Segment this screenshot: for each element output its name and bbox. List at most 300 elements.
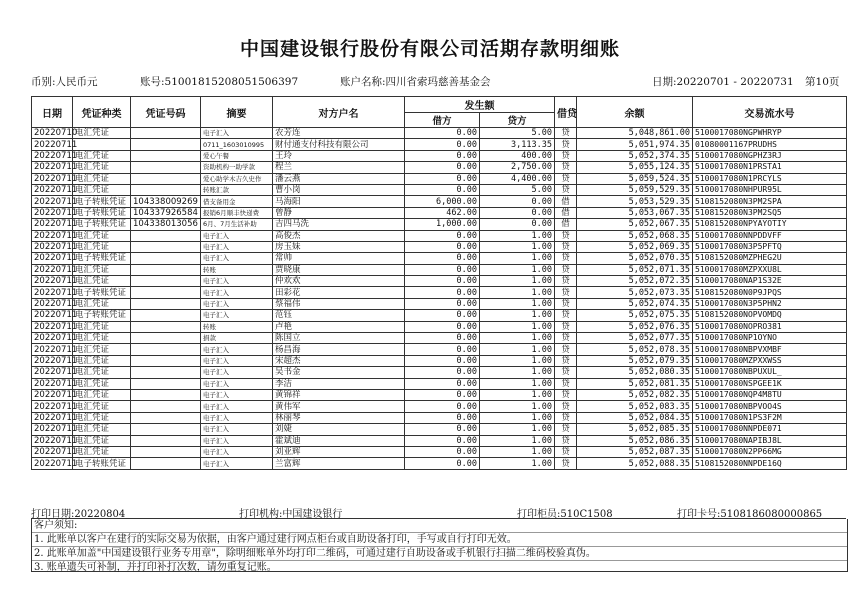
page-number: 第10页 (805, 76, 840, 88)
cell-voucher-no (131, 276, 201, 287)
cell-serial: 5100017080N1PRCYLS (693, 173, 847, 184)
cell-memo: 电子汇入 (201, 446, 273, 457)
cell-memo: 电子汇入 (201, 310, 273, 321)
cell-debit-credit: 贷 (555, 355, 577, 366)
cell-credit: 1.00 (480, 276, 555, 287)
cell-credit: 1.00 (480, 310, 555, 321)
cell-balance: 5,052,078.35 (577, 344, 693, 355)
cell-debit: 0.00 (405, 241, 480, 252)
cell-debit: 0.00 (405, 446, 480, 457)
cell-debit: 0.00 (405, 276, 480, 287)
cell-credit: 1.00 (480, 367, 555, 378)
cell-voucher-no (131, 424, 201, 435)
cell-debit: 0.00 (405, 173, 480, 184)
cell-voucher-type: 电汇凭证 (73, 298, 131, 309)
cell-balance: 5,059,524.35 (577, 173, 693, 184)
cell-memo: 资助机构一助学款 (201, 162, 273, 173)
table-row (32, 128, 847, 139)
cell-balance: 5,052,077.35 (577, 333, 693, 344)
table-row (32, 241, 847, 252)
cell-serial: 5100017080NGPWHRYP (693, 128, 847, 139)
cell-voucher-no (131, 287, 201, 298)
cell-date: 20220711 (32, 219, 73, 230)
cell-voucher-no (131, 355, 201, 366)
col-memo: 摘要 (201, 97, 273, 128)
cell-voucher-type: 电汇凭证 (73, 412, 131, 423)
cell-debit-credit: 借 (555, 219, 577, 230)
cell-counterparty: 财付通支付科技有限公司 (273, 139, 405, 150)
cell-credit: 1.00 (480, 401, 555, 412)
cell-counterparty: 曾静 (273, 207, 405, 218)
cell-credit: 0.00 (480, 196, 555, 207)
cell-debit: 0.00 (405, 355, 480, 366)
cell-date: 20220711 (32, 355, 73, 366)
cell-counterparty: 仲欢欢 (273, 276, 405, 287)
cell-balance: 5,052,068.35 (577, 230, 693, 241)
cell-serial: 5100017080N3P5PHN2 (693, 298, 847, 309)
cell-debit-credit: 贷 (555, 162, 577, 173)
cell-memo: 捐款 (201, 333, 273, 344)
cell-credit: 1.00 (480, 435, 555, 446)
table-row (32, 446, 847, 457)
cell-debit-credit: 贷 (555, 367, 577, 378)
cell-balance: 5,052,076.35 (577, 321, 693, 332)
cell-serial: 5100017080NBPVOO4S (693, 401, 847, 412)
cell-counterparty: 林丽琴 (273, 412, 405, 423)
cell-voucher-type: 电汇凭证 (73, 367, 131, 378)
cell-counterparty: 刘亚辉 (273, 446, 405, 457)
table-row (32, 355, 847, 366)
cell-voucher-no (131, 378, 201, 389)
cell-voucher-no (131, 162, 201, 173)
cell-date: 20220711 (32, 344, 73, 355)
table-row (32, 298, 847, 309)
cell-voucher-no (131, 389, 201, 400)
cell-debit: 0.00 (405, 333, 480, 344)
cell-debit: 0.00 (405, 139, 480, 150)
cell-date: 20220711 (32, 230, 73, 241)
cell-debit: 0.00 (405, 401, 480, 412)
cell-date: 20220711 (32, 446, 73, 457)
cell-balance: 5,052,069.35 (577, 241, 693, 252)
cell-credit: 1.00 (480, 389, 555, 400)
customer-notes (31, 519, 848, 572)
col-credit: 贷方 (480, 113, 555, 128)
table-row (32, 378, 847, 389)
cell-voucher-type: 电汇凭证 (73, 150, 131, 161)
table-row (32, 458, 847, 469)
cell-debit-credit: 贷 (555, 150, 577, 161)
cell-balance: 5,048,861.00 (577, 128, 693, 139)
cell-debit-credit: 贷 (555, 298, 577, 309)
cell-counterparty: 曹小岗 (273, 184, 405, 195)
cell-serial: 5100017080NAPIBJ8L (693, 435, 847, 446)
cell-debit-credit: 贷 (555, 139, 577, 150)
cell-balance: 5,052,074.35 (577, 298, 693, 309)
cell-memo: 爱心助学木吉久史作 (201, 173, 273, 184)
cell-balance: 5,052,374.35 (577, 150, 693, 161)
cell-voucher-type: 电汇凭证 (73, 333, 131, 344)
cell-balance: 5,052,079.35 (577, 355, 693, 366)
cell-serial: 5108152080NPYAYOTIY (693, 219, 847, 230)
table-row (32, 196, 847, 207)
cell-date: 20220711 (32, 287, 73, 298)
cell-debit-credit: 贷 (555, 333, 577, 344)
print-date (31, 505, 125, 520)
cell-debit: 0.00 (405, 458, 480, 469)
print-org-value: 中国建设银行 (282, 509, 343, 520)
cell-voucher-type (73, 139, 131, 150)
cell-memo: 0711_1603010995 (201, 139, 273, 150)
cell-debit-credit: 贷 (555, 173, 577, 184)
account-label: 账号: (140, 76, 165, 88)
note-line: 3. 账单遗失可补制，并打印补打次数，请勿重复记账。 (32, 560, 847, 574)
cell-counterparty: 兰富辉 (273, 458, 405, 469)
cell-serial: 5108152080N0P9JPQS (693, 287, 847, 298)
ledger-table (31, 96, 847, 470)
cell-memo: 电子汇入 (201, 378, 273, 389)
cell-debit-credit: 贷 (555, 424, 577, 435)
cell-memo: 6月、7月生活补助 (201, 219, 273, 230)
cell-credit: 3,113.35 (480, 139, 555, 150)
cell-debit-credit: 贷 (555, 401, 577, 412)
cell-memo: 转账汇款 (201, 184, 273, 195)
col-date: 日期 (32, 97, 73, 128)
cell-memo: 电子汇入 (201, 401, 273, 412)
table-row (32, 207, 847, 218)
cell-voucher-no (131, 253, 201, 264)
print-org (239, 505, 342, 520)
col-amount: 发生额 (405, 97, 555, 113)
print-teller (517, 505, 613, 520)
cell-debit-credit: 贷 (555, 310, 577, 321)
cell-memo: 电子汇入 (201, 230, 273, 241)
cell-debit: 6,000.00 (405, 196, 480, 207)
cell-counterparty: 黄锦祥 (273, 389, 405, 400)
cell-balance: 5,052,070.35 (577, 253, 693, 264)
date-range-value: 20220701 - 20220731 (676, 76, 794, 88)
cell-memo: 转账 (201, 321, 273, 332)
cell-serial: 5100017080NP1OYNO (693, 333, 847, 344)
cell-balance: 5,055,124.35 (577, 162, 693, 173)
cell-date: 20220711 (32, 276, 73, 287)
cell-voucher-no (131, 128, 201, 139)
cell-debit: 0.00 (405, 321, 480, 332)
cell-debit: 0.00 (405, 230, 480, 241)
cell-voucher-type: 电汇凭证 (73, 401, 131, 412)
cell-counterparty: 常帅 (273, 253, 405, 264)
ledger-body (32, 128, 847, 470)
cell-credit: 5.00 (480, 128, 555, 139)
cell-serial: 5100017080NBPVXMBF (693, 344, 847, 355)
cell-debit: 0.00 (405, 184, 480, 195)
cell-date: 20220711 (32, 139, 73, 150)
cell-date: 20220711 (32, 196, 73, 207)
currency-label: 币别: (31, 76, 56, 88)
table-row (32, 389, 847, 400)
cell-voucher-type: 电汇凭证 (73, 173, 131, 184)
cell-voucher-type: 电汇凭证 (73, 241, 131, 252)
account-field (140, 74, 298, 90)
col-debit: 借方 (405, 113, 480, 128)
cell-debit-credit: 贷 (555, 435, 577, 446)
col-counterparty: 对方户名 (273, 97, 405, 128)
cell-credit: 1.00 (480, 253, 555, 264)
card-label: 打印卡号: (677, 509, 721, 520)
cell-voucher-type: 电汇凭证 (73, 424, 131, 435)
cell-credit: 1.00 (480, 230, 555, 241)
cell-voucher-no (131, 139, 201, 150)
cell-voucher-type: 电汇凭证 (73, 230, 131, 241)
cell-debit: 0.00 (405, 344, 480, 355)
cell-serial: 5100017080MZPXXU8L (693, 264, 847, 275)
cell-voucher-no: 104337926584 (131, 207, 201, 218)
cell-memo: 电子汇入 (201, 241, 273, 252)
cell-serial: 5108152080NNPDE16Q (693, 458, 847, 469)
cell-debit: 0.00 (405, 264, 480, 275)
cell-serial: 5100017080NBPUXUL_ (693, 367, 847, 378)
cell-credit: 1.00 (480, 321, 555, 332)
cell-memo: 电子汇入 (201, 128, 273, 139)
cell-date: 20220711 (32, 412, 73, 423)
cell-counterparty: 贾晓康 (273, 264, 405, 275)
cell-memo: 转账 (201, 264, 273, 275)
cell-debit-credit: 贷 (555, 458, 577, 469)
table-row (32, 401, 847, 412)
cell-counterparty: 李洁 (273, 378, 405, 389)
cell-credit: 400.00 (480, 150, 555, 161)
cell-balance: 5,052,081.35 (577, 378, 693, 389)
col-balance: 余额 (577, 97, 693, 128)
cell-voucher-type: 电汇凭证 (73, 355, 131, 366)
cell-serial: 5100017080NSPGEE1K (693, 378, 847, 389)
cell-debit: 0.00 (405, 367, 480, 378)
cell-debit: 0.00 (405, 412, 480, 423)
teller-value: 510C1508 (560, 509, 613, 520)
col-voucher-type: 凭证种类 (73, 97, 131, 128)
table-row (32, 230, 847, 241)
cell-voucher-no (131, 241, 201, 252)
cell-memo: 爱心午餐 (201, 150, 273, 161)
table-row (32, 264, 847, 275)
cell-voucher-type: 电汇凭证 (73, 435, 131, 446)
cell-debit-credit: 贷 (555, 128, 577, 139)
cell-credit: 5.00 (480, 184, 555, 195)
cell-serial: 5100017080N2PP66MG (693, 446, 847, 457)
cell-serial: 5100017080NQP4M8TU (693, 389, 847, 400)
cell-voucher-no: 104338009269 (131, 196, 201, 207)
cell-counterparty: 范钰 (273, 310, 405, 321)
cell-serial: 5108152080NOPVOMDQ (693, 310, 847, 321)
table-row (32, 321, 847, 332)
account-name-label: 账户名称: (340, 76, 386, 88)
cell-serial: 5100017080N3P5PFTQ (693, 241, 847, 252)
cell-memo: 借支备用金 (201, 196, 273, 207)
cell-date: 20220711 (32, 184, 73, 195)
cell-debit-credit: 贷 (555, 389, 577, 400)
cell-memo: 电子汇入 (201, 435, 273, 446)
cell-credit: 0.00 (480, 219, 555, 230)
cell-credit: 1.00 (480, 298, 555, 309)
cell-voucher-type: 电汇凭证 (73, 378, 131, 389)
cell-debit-credit: 贷 (555, 321, 577, 332)
notes-heading: 客户须知: (34, 520, 78, 531)
cell-balance: 5,052,082.35 (577, 389, 693, 400)
cell-date: 20220711 (32, 333, 73, 344)
cell-date: 20220711 (32, 162, 73, 173)
cell-serial: 5100017080MZPXXWSS (693, 355, 847, 366)
cell-voucher-no (131, 264, 201, 275)
col-debit-credit: 借贷 (555, 97, 577, 128)
cell-credit: 1.00 (480, 287, 555, 298)
cell-memo: 电子汇入 (201, 412, 273, 423)
cell-counterparty: 吉四马洗 (273, 219, 405, 230)
cell-debit: 0.00 (405, 128, 480, 139)
cell-date: 20220711 (32, 207, 73, 218)
cell-date: 20220711 (32, 435, 73, 446)
account-name-value: 四川省索玛慈善基金会 (385, 76, 491, 88)
cell-counterparty: 黄伟军 (273, 401, 405, 412)
cell-counterparty: 程兰 (273, 162, 405, 173)
table-row (32, 139, 847, 150)
cell-memo: 电子汇入 (201, 287, 273, 298)
cell-voucher-type: 电汇凭证 (73, 276, 131, 287)
cell-counterparty: 农芳连 (273, 128, 405, 139)
cell-memo: 电子汇入 (201, 355, 273, 366)
cell-serial: 5100017080NNPDDVFF (693, 230, 847, 241)
cell-voucher-no (131, 435, 201, 446)
cell-serial: 5108152080MZPHEG2U (693, 253, 847, 264)
cell-voucher-no (131, 150, 201, 161)
cell-balance: 5,053,529.35 (577, 196, 693, 207)
cell-balance: 5,051,974.35 (577, 139, 693, 150)
table-row (32, 162, 847, 173)
cell-counterparty: 刘婕 (273, 424, 405, 435)
cell-voucher-no (131, 230, 201, 241)
cell-debit: 462.00 (405, 207, 480, 218)
cell-voucher-no (131, 412, 201, 423)
table-row (32, 333, 847, 344)
col-voucher-no: 凭证号码 (131, 97, 201, 128)
cell-balance: 5,052,073.35 (577, 287, 693, 298)
cell-debit: 0.00 (405, 389, 480, 400)
cell-credit: 1.00 (480, 344, 555, 355)
cell-voucher-no (131, 298, 201, 309)
cell-date: 20220711 (32, 401, 73, 412)
cell-voucher-no (131, 458, 201, 469)
cell-balance: 5,052,071.35 (577, 264, 693, 275)
page-title: 中国建设银行股份有限公司活期存款明细账 (239, 38, 620, 60)
cell-serial: 5100017080NAP1S32E (693, 276, 847, 287)
table-row (32, 184, 847, 195)
date-label: 日期: (652, 76, 677, 88)
cell-debit-credit: 借 (555, 196, 577, 207)
cell-debit: 1,000.00 (405, 219, 480, 230)
cell-memo: 电子汇入 (201, 298, 273, 309)
cell-counterparty: 潘云燕 (273, 173, 405, 184)
cell-debit: 0.00 (405, 150, 480, 161)
cell-date: 20220711 (32, 173, 73, 184)
cell-credit: 2,750.00 (480, 162, 555, 173)
cell-debit-credit: 贷 (555, 241, 577, 252)
cell-balance: 5,052,072.35 (577, 276, 693, 287)
cell-credit: 1.00 (480, 412, 555, 423)
cell-voucher-type: 电汇凭证 (73, 162, 131, 173)
table-row (32, 219, 847, 230)
cell-counterparty: 宋超杰 (273, 355, 405, 366)
cell-voucher-type: 电子转账凭证 (73, 310, 131, 321)
cell-debit-credit: 贷 (555, 230, 577, 241)
cell-debit: 0.00 (405, 253, 480, 264)
cell-voucher-no: 104338013056 (131, 219, 201, 230)
cell-counterparty: 马海阳 (273, 196, 405, 207)
cell-date: 20220711 (32, 378, 73, 389)
cell-debit: 0.00 (405, 424, 480, 435)
cell-voucher-type: 电汇凭证 (73, 344, 131, 355)
cell-counterparty: 高俊杰 (273, 230, 405, 241)
cell-voucher-type: 电汇凭证 (73, 446, 131, 457)
cell-memo: 电子汇入 (201, 276, 273, 287)
cell-memo: 电子汇入 (201, 367, 273, 378)
cell-counterparty: 陈国立 (273, 333, 405, 344)
cell-date: 20220710 (32, 128, 73, 139)
cell-voucher-type: 电汇凭证 (73, 264, 131, 275)
cell-debit-credit: 贷 (555, 446, 577, 457)
cell-credit: 0.00 (480, 207, 555, 218)
cell-counterparty: 蔡福伟 (273, 298, 405, 309)
cell-date: 20220711 (32, 298, 73, 309)
cell-credit: 1.00 (480, 458, 555, 469)
cell-voucher-no (131, 321, 201, 332)
cell-voucher-type: 电汇凭证 (73, 128, 131, 139)
cell-memo: 电子汇入 (201, 344, 273, 355)
cell-serial: 5100017080NHPUR95L (693, 184, 847, 195)
table-row (32, 173, 847, 184)
cell-debit-credit: 贷 (555, 344, 577, 355)
cell-memo: 报销6月顺丰快递费 (201, 207, 273, 218)
cell-voucher-no (131, 310, 201, 321)
cell-credit: 1.00 (480, 264, 555, 275)
cell-memo: 电子汇入 (201, 424, 273, 435)
cell-debit-credit: 贷 (555, 287, 577, 298)
cell-counterparty: 吴书金 (273, 367, 405, 378)
cell-debit-credit: 贷 (555, 264, 577, 275)
print-date-value: 20220804 (74, 509, 126, 520)
cell-voucher-no (131, 184, 201, 195)
cell-voucher-no (131, 446, 201, 457)
card-value: 5108186080000865 (720, 509, 823, 520)
table-row (32, 287, 847, 298)
account-value: 51001815208051506397 (164, 76, 299, 88)
cell-balance: 5,052,075.35 (577, 310, 693, 321)
table-row (32, 310, 847, 321)
cell-debit-credit: 贷 (555, 253, 577, 264)
cell-voucher-no (131, 173, 201, 184)
cell-balance: 5,052,084.35 (577, 412, 693, 423)
cell-debit-credit: 贷 (555, 184, 577, 195)
cell-debit: 0.00 (405, 162, 480, 173)
cell-credit: 1.00 (480, 333, 555, 344)
cell-date: 20220711 (32, 367, 73, 378)
cell-counterparty: 王玲 (273, 150, 405, 161)
cell-voucher-no (131, 367, 201, 378)
print-card (677, 505, 822, 520)
cell-credit: 4,400.00 (480, 173, 555, 184)
cell-balance: 5,059,529.35 (577, 184, 693, 195)
cell-date: 20220711 (32, 253, 73, 264)
cell-date: 20220711 (32, 389, 73, 400)
cell-date: 20220711 (32, 424, 73, 435)
